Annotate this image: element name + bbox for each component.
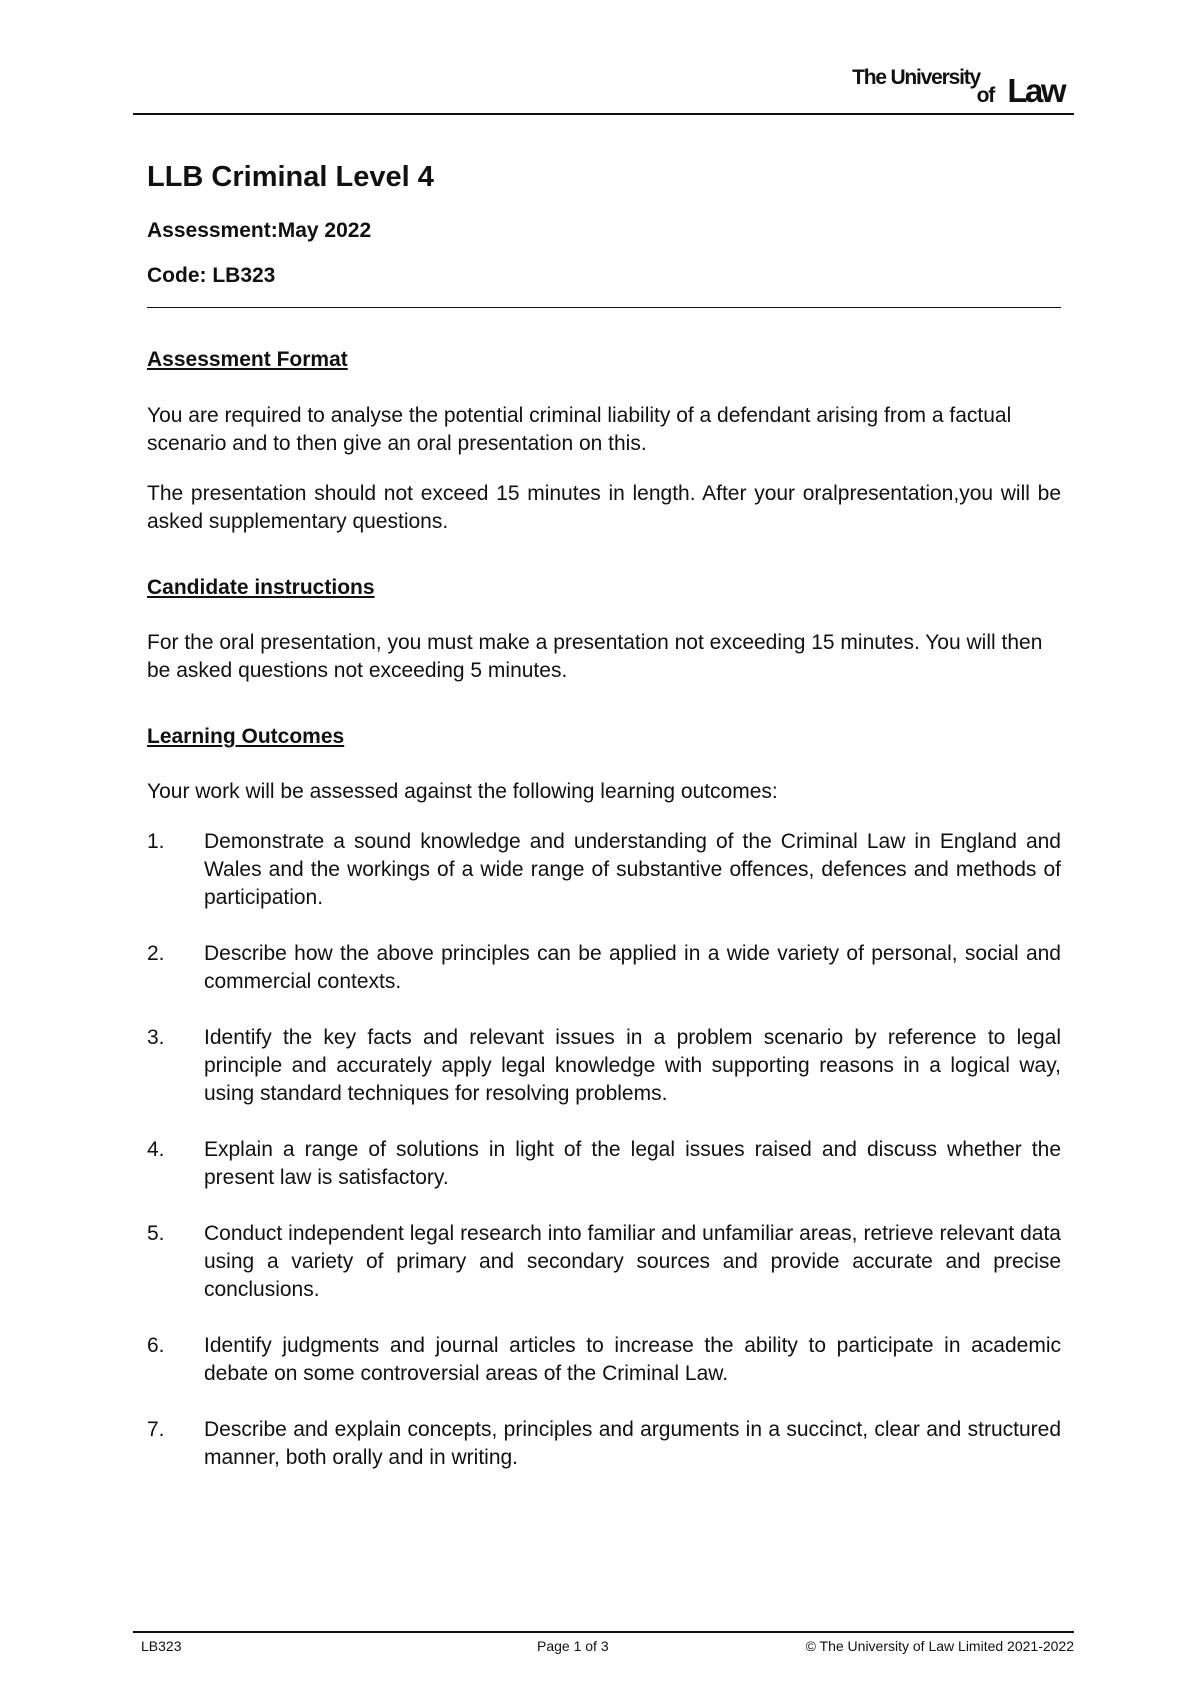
list-item-text: Conduct independent legal research into familiar and unfamiliar areas, retrieve relevant data using a variety of primary and secondary sources and provide accurate and precise conclusions. <box>204 1222 1061 1302</box>
section-heading-learning-outcomes: Learning Outcomes <box>147 724 345 748</box>
section-heading-assessment-format: Assessment Format <box>147 348 348 372</box>
format-paragraph-1: You are required to analyse the potential criminal liability of a defendant arising from a factual scenario and to then give an oral presentation on this. <box>147 403 1012 455</box>
list-item-text: Demonstrate a sound knowledge and understanding of the Criminal Law in England and Wales and the workings of a wide range of substantive offences, defences and methods of participation. <box>204 830 1061 910</box>
list-item-number: 6. <box>147 1334 165 1358</box>
list-item-text: Identify the key facts and relevant issues in a problem scenario by reference to legal principle and accurately apply legal knowledge with supporting reasons in a logical way, using standard techniques for resolving problems. <box>204 1026 1061 1106</box>
university-of-law-logo <box>852 62 1064 109</box>
list-item <box>147 940 1061 996</box>
footer-copyright: © The University of Law Limited 2021-2022 <box>805 1638 1074 1654</box>
list-item <box>147 1220 1061 1304</box>
module-code: Code: LB323 <box>147 264 276 288</box>
document-body <box>147 150 1061 1500</box>
list-item <box>147 1136 1061 1192</box>
list-item-number: 2. <box>147 942 165 966</box>
footer-page-number: Page 1 of 3 <box>537 1638 609 1654</box>
learning-outcomes-list <box>147 828 1061 1472</box>
list-item-text: Identify judgments and journal articles to increase the ability to participate in academic debate on some controversial areas of the Criminal Law. <box>204 1334 1061 1386</box>
logo-text-of: of <box>976 84 994 107</box>
list-item <box>147 1024 1061 1108</box>
list-item-number: 4. <box>147 1138 165 1162</box>
footer-module-code: LB323 <box>141 1638 182 1654</box>
list-item <box>147 1332 1061 1388</box>
assessment-date: Assessment:May 2022 <box>147 218 372 242</box>
header-divider <box>133 113 1074 115</box>
list-item-number: 1. <box>147 830 165 854</box>
list-item <box>147 1416 1061 1472</box>
logo-text-law: Law <box>1007 72 1064 109</box>
title-divider <box>147 307 1061 308</box>
list-item <box>147 828 1061 912</box>
list-item-text: Describe how the above principles can be applied in a wide variety of personal, social and commercial contexts. <box>204 942 1061 994</box>
section-heading-candidate-instructions: Candidate instructions <box>147 575 375 599</box>
list-item-text: Explain a range of solutions in light of the legal issues raised and discuss whether the present law is satisfactory. <box>204 1138 1061 1190</box>
list-item-number: 5. <box>147 1222 165 1246</box>
logo-text-the-university: The University <box>852 66 980 89</box>
list-item-number: 3. <box>147 1026 165 1050</box>
list-item-text: Describe and explain concepts, principles and arguments in a succinct, clear and structured manner, both orally and in writing. <box>204 1418 1061 1470</box>
instructions-paragraph: For the oral presentation, you must make a presentation not exceeding 15 minutes. You will then be asked questions not exceeding 5 minutes. <box>147 630 1043 682</box>
document-title: LLB Criminal Level 4 <box>147 161 434 193</box>
footer-divider <box>133 1631 1074 1633</box>
page-footer <box>133 1638 1074 1660</box>
format-paragraph-2: The presentation should not exceed 15 minutes in length. After your oralpresentation,you will be asked supplementary questions. <box>147 481 1061 533</box>
list-item-number: 7. <box>147 1418 165 1442</box>
outcomes-intro: Your work will be assessed against the following learning outcomes: <box>147 780 778 804</box>
